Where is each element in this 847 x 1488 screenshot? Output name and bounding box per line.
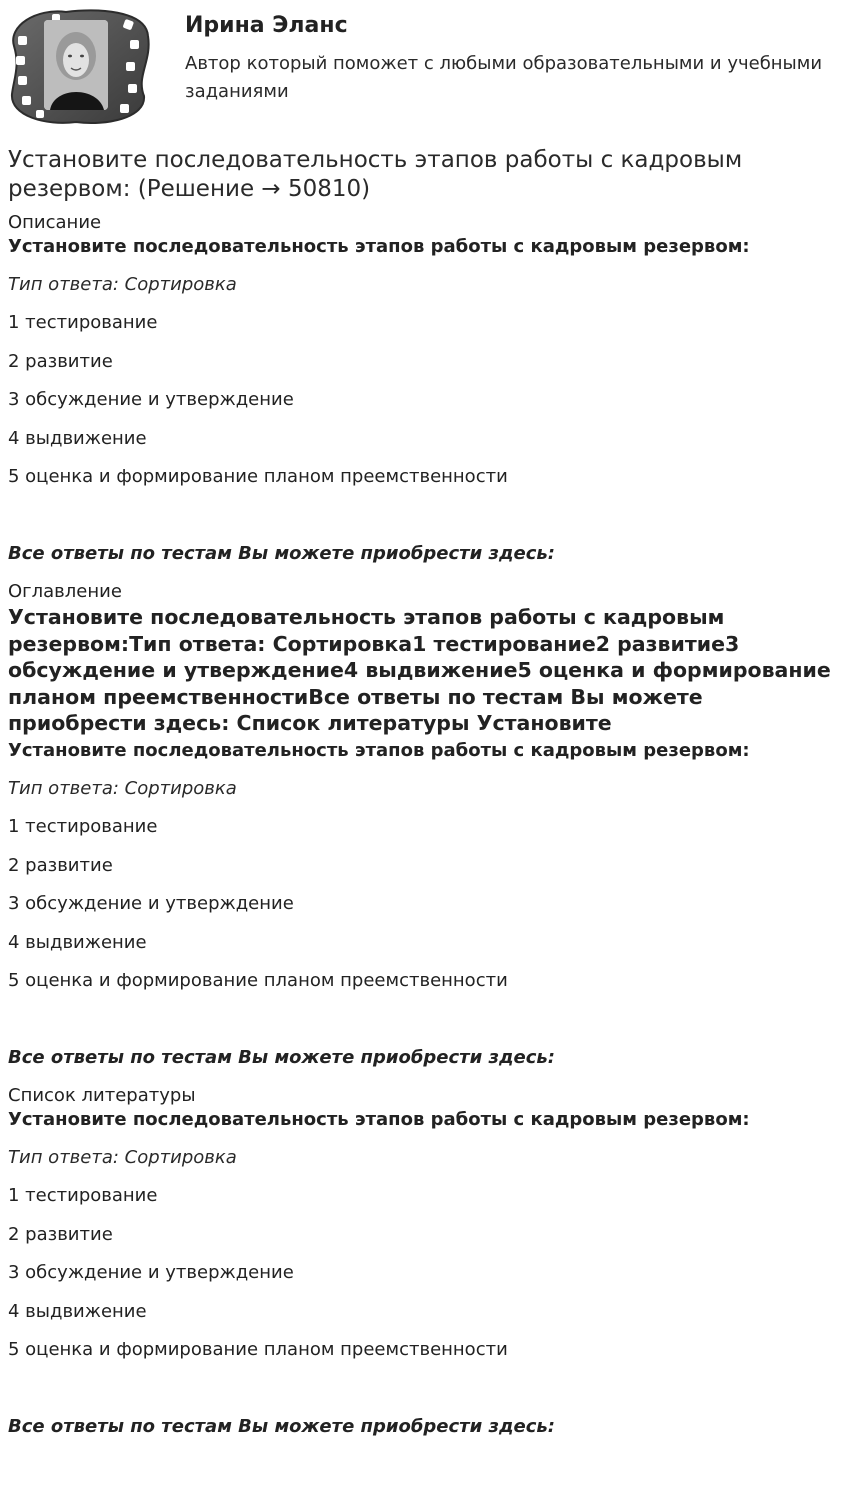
section-label-description: Описание — [8, 212, 102, 233]
option-item: 5 оценка и формирование планом преемственности — [8, 1339, 508, 1361]
option-item: 3 обсуждение и утверждение — [8, 389, 294, 411]
author-header — [0, 0, 847, 140]
spacer — [8, 1008, 838, 1046]
option-item: 4 выдвижение — [8, 427, 147, 449]
answer-type: Тип ответа: Сортировка — [8, 777, 237, 799]
question-text: Установите последовательность этапов работы с кадровым резервом: — [8, 236, 750, 257]
option-item: 2 развитие — [8, 1223, 113, 1245]
section-label-toc: Оглавление — [8, 580, 122, 602]
author-name: Ирина Эланс — [185, 13, 348, 38]
option-item: 4 выдвижение — [8, 1300, 147, 1322]
option-item: 5 оценка и формирование планом преемственности — [8, 970, 508, 992]
main-content — [8, 146, 838, 1453]
answer-type: Тип ответа: Сортировка — [8, 1146, 237, 1168]
option-item: 1 тестирование — [8, 312, 158, 333]
option-item: 2 развитие — [8, 350, 113, 372]
page-title: Установите последовательность этапов работы с кадровым резервом: (Решение → 50810) — [8, 147, 743, 202]
literature-section — [8, 1084, 838, 1439]
section-label-literature: Список литературы — [8, 1084, 196, 1106]
description-section — [8, 211, 838, 566]
option-item: 1 тестирование — [8, 815, 158, 837]
spacer — [8, 1377, 838, 1415]
option-item: 4 выдвижение — [8, 931, 147, 953]
option-item: 5 оценка и формирование планом преемственности — [8, 466, 508, 488]
buy-answers-text: Все ответы по тестам Вы можете приобрести здесь: — [8, 542, 555, 564]
author-avatar — [6, 6, 152, 126]
buy-answers-text: Все ответы по тестам Вы можете приобрести здесь: — [8, 1046, 555, 1068]
option-item: 3 обсуждение и утверждение — [8, 1262, 294, 1284]
author-description: Автор который поможет с любыми образовательными и учебными заданиями — [185, 53, 823, 102]
option-item: 2 развитие — [8, 854, 113, 876]
answer-type: Тип ответа: Сортировка — [8, 274, 237, 295]
question-text: Установите последовательность этапов работы с кадровым резервом: — [8, 739, 750, 761]
question-text: Установите последовательность этапов работы с кадровым резервом: — [8, 1108, 750, 1130]
toc-summary: Установите последовательность этапов работы с кадровым резервом:Тип ответа: Сортировка1 тестирование2 развитие3 обсуждение и утверждение4 выдвижение5 оценка и формирование планом преемственностиВсе ответы по тестам Вы можете приобрести здесь: Список литературы Установите — [8, 604, 831, 736]
option-item: 1 тестирование — [8, 1184, 158, 1206]
buy-answers-text: Все ответы по тестам Вы можете приобрести здесь: — [8, 1415, 555, 1437]
spacer — [8, 504, 838, 542]
toc-section — [8, 580, 838, 1070]
option-item: 3 обсуждение и утверждение — [8, 893, 294, 915]
